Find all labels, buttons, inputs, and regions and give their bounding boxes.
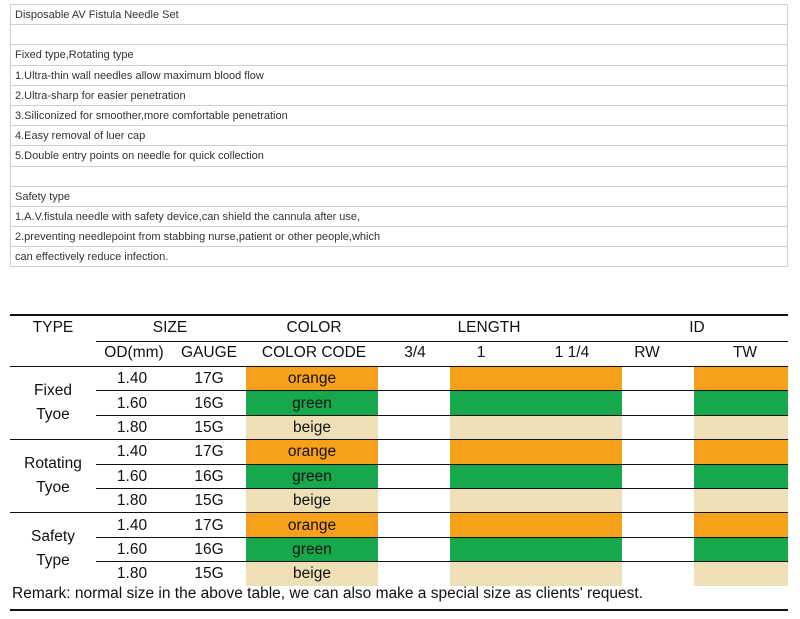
od-value: 1.60 xyxy=(116,394,148,412)
header-type: TYPE xyxy=(32,319,74,336)
group-label xyxy=(10,452,96,500)
gauge-value: 16G xyxy=(194,467,224,485)
od-value: 1.80 xyxy=(116,419,148,436)
description-row: can effectively reduce infection. xyxy=(10,247,788,267)
availability-cell-len-1 xyxy=(450,440,522,463)
group-label xyxy=(10,379,96,427)
availability-cell-tw xyxy=(694,562,788,585)
availability-cell-len-1 xyxy=(450,513,522,536)
availability-cell-tw xyxy=(694,489,788,512)
availability-cell-len-1 xyxy=(450,465,522,488)
header-rw: RW xyxy=(634,344,660,361)
table-top-border xyxy=(10,314,788,316)
color-code-value: orange xyxy=(287,516,337,534)
color-code-value: beige xyxy=(293,492,331,510)
row-divider xyxy=(96,561,788,562)
description-row: 3.Siliconized for smoother,more comfortable penetration xyxy=(10,106,788,126)
group-label-line2: Tyoe xyxy=(36,478,70,496)
row-divider xyxy=(96,537,788,538)
availability-cell-tw xyxy=(694,538,788,561)
gauge-value: 15G xyxy=(194,492,224,510)
row-divider xyxy=(96,415,788,416)
group-label-line1: Safety xyxy=(31,528,75,545)
od-value: 1.40 xyxy=(116,370,148,388)
group-divider xyxy=(10,366,788,367)
description-row: 4.Easy removal of luer cap xyxy=(10,126,788,146)
availability-cell-len-1 xyxy=(450,538,522,561)
row-divider xyxy=(96,464,788,465)
group-divider xyxy=(10,439,788,440)
gauge-value: 17G xyxy=(194,443,224,461)
group-label-line2: Tyoe xyxy=(36,405,70,423)
availability-cell-len-114 xyxy=(522,513,622,536)
availability-cell-len-114 xyxy=(522,465,622,488)
od-value: 1.40 xyxy=(116,516,148,534)
description-row: 2.preventing needlepoint from stabbing nurse,patient or other people,which xyxy=(10,227,788,247)
header-gauge: GAUGE xyxy=(181,344,237,361)
row-divider xyxy=(96,390,788,391)
gauge-value: 16G xyxy=(194,541,224,558)
header-length: LENGTH xyxy=(457,319,521,336)
availability-cell-len-114 xyxy=(522,391,622,414)
group-label-line1: Fixed xyxy=(34,381,72,399)
spec-table xyxy=(10,314,788,592)
description-row: 2.Ultra-sharp for easier penetration xyxy=(10,86,788,106)
description-row: 5.Double entry points on needle for quick collection xyxy=(10,146,788,166)
description-row: 1.A.V.fistula needle with safety device,can shield the cannula after use, xyxy=(10,207,788,227)
color-code-value: beige xyxy=(293,419,331,436)
availability-cell-len-1 xyxy=(450,489,522,512)
header-tw: TW xyxy=(732,344,758,361)
group-label xyxy=(10,525,96,573)
od-value: 1.40 xyxy=(116,443,148,461)
gauge-value: 17G xyxy=(194,370,224,388)
description-row xyxy=(10,25,788,45)
header-divider xyxy=(96,341,788,342)
header-size: SIZE xyxy=(152,319,188,336)
color-code-value: green xyxy=(292,394,332,412)
gauge-value: 15G xyxy=(194,419,224,436)
availability-cell-tw xyxy=(694,465,788,488)
gauge-value: 15G xyxy=(194,565,224,583)
availability-cell-tw xyxy=(694,367,788,390)
header-od: OD(mm) xyxy=(104,344,164,361)
availability-cell-len-1 xyxy=(450,562,522,585)
table-bottom-border xyxy=(10,609,788,611)
availability-cell-len-114 xyxy=(522,489,622,512)
od-value: 1.80 xyxy=(116,492,148,510)
availability-cell-len-114 xyxy=(522,367,622,390)
availability-cell-len-114 xyxy=(522,562,622,585)
availability-cell-len-1 xyxy=(450,416,522,439)
color-code-value: beige xyxy=(293,565,331,583)
od-value: 1.80 xyxy=(116,565,148,583)
availability-cell-len-114 xyxy=(522,440,622,463)
description-row: Fixed type,Rotating type xyxy=(10,45,788,65)
header-length-3-4: 3/4 xyxy=(404,344,426,361)
availability-cell-tw xyxy=(694,440,788,463)
group-divider xyxy=(10,512,788,513)
header-length-1: 1 xyxy=(476,344,486,361)
gauge-value: 17G xyxy=(194,516,224,534)
gauge-value: 16G xyxy=(194,394,224,412)
availability-cell-len-114 xyxy=(522,538,622,561)
remark-text: Remark: normal size in the above table, we can also make a special size as clients' request. xyxy=(12,585,644,602)
description-table xyxy=(10,4,788,267)
row-divider xyxy=(96,488,788,489)
description-row xyxy=(10,167,788,187)
color-code-value: orange xyxy=(287,443,337,461)
availability-cell-len-114 xyxy=(522,416,622,439)
availability-cell-tw xyxy=(694,416,788,439)
header-color: COLOR xyxy=(286,319,342,336)
color-code-value: green xyxy=(292,467,332,485)
description-row: 1.Ultra-thin wall needles allow maximum blood flow xyxy=(10,66,788,86)
od-value: 1.60 xyxy=(116,541,148,558)
group-label-line2: Type xyxy=(36,552,70,569)
description-row: Safety type xyxy=(10,187,788,207)
availability-cell-tw xyxy=(694,513,788,536)
color-code-value: green xyxy=(292,541,332,558)
header-length-1-1-4: 1 1/4 xyxy=(554,344,590,361)
group-label-line1: Rotating xyxy=(24,454,82,472)
header-color-code: COLOR CODE xyxy=(261,344,367,361)
availability-cell-tw xyxy=(694,391,788,414)
description-row: Disposable AV Fistula Needle Set xyxy=(10,5,788,25)
availability-cell-len-1 xyxy=(450,367,522,390)
header-id: ID xyxy=(689,319,705,336)
color-code-value: orange xyxy=(287,370,337,388)
od-value: 1.60 xyxy=(116,467,148,485)
availability-cell-len-1 xyxy=(450,391,522,414)
